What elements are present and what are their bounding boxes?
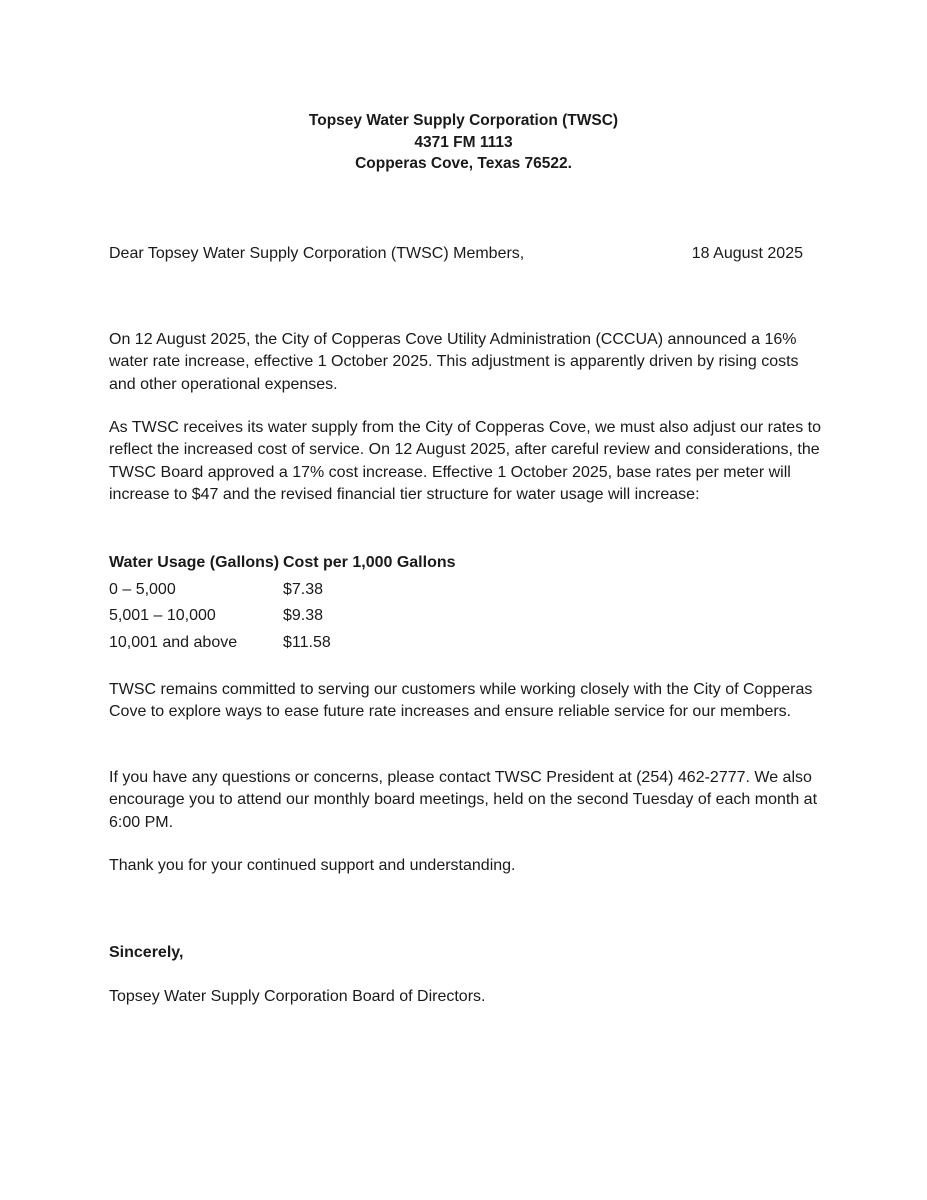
salutation: Dear Topsey Water Supply Corporation (TWSC) Members, (109, 245, 525, 262)
table-header-row (109, 552, 456, 579)
org-name: Topsey Water Supply Corporation (TWSC) (308, 112, 619, 129)
column-header-cost: Cost per 1,000 Gallons (283, 554, 456, 571)
table-row (109, 632, 456, 659)
column-header-usage: Water Usage (Gallons) (109, 554, 280, 571)
cost-cell: $9.38 (283, 607, 324, 625)
usage-cell: 10,001 and above (109, 634, 238, 652)
table-row (109, 579, 456, 606)
usage-cell: 5,001 – 10,000 (109, 607, 216, 625)
paragraph-rate-adjustment: As TWSC receives its water supply from the City of Copperas Cove, we must also adjust our rates to reflect the increased cost of service. On 12 August 2025, after careful review and considerations, the TWSC Board approved a 17% cost increase. Effective 1 October 2025, base rates per meter will increase to $47 and the revised financial tier structure for water usage will increase: (109, 419, 821, 503)
letter-date: 18 August 2025 (691, 245, 803, 262)
rate-table (109, 552, 456, 659)
signature-line: Topsey Water Supply Corporation Board of Directors. (109, 988, 486, 1005)
cost-cell: $11.58 (283, 634, 331, 652)
paragraph-contact: If you have any questions or concerns, please contact TWSC President at (254) 462-2777. We also encourage you to attend our monthly board meetings, held on the second Tuesday of each month at 6:00 PM. (109, 769, 818, 831)
address-line-2: Copperas Cove, Texas 76522. (355, 155, 572, 172)
cost-cell: $7.38 (283, 580, 324, 598)
valediction: Sincerely, (109, 944, 184, 961)
greeting-row (109, 243, 803, 265)
table-row (109, 605, 456, 632)
address-line-1: 4371 FM 1113 (414, 133, 513, 151)
letterhead (0, 110, 927, 175)
usage-cell: 0 – 5,000 (109, 580, 176, 598)
paragraph-announcement: On 12 August 2025, the City of Copperas Cove Utility Administration (CCCUA) announced a 16% water rate increase, effective 1 October 2025. This adjustment is apparently driven by rising costs and other operational expenses. (109, 331, 799, 393)
paragraph-thanks: Thank you for your continued support and understanding. (109, 857, 516, 874)
paragraph-commitment: TWSC remains committed to serving our customers while working closely with the City of Copperas Cove to explore ways to ease future rate increases and ensure reliable service for our members. (109, 681, 813, 721)
